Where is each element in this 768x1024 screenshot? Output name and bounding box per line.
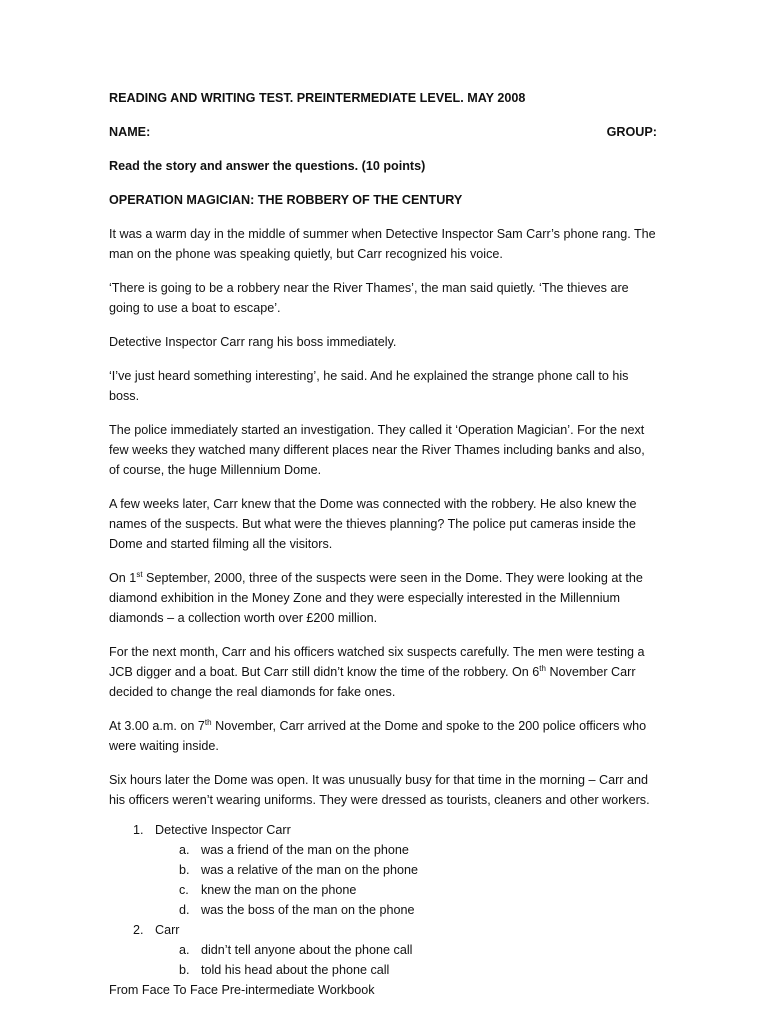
test-title: READING AND WRITING TEST. PREINTERMEDIATE LEVEL. MAY 2008 bbox=[109, 91, 526, 105]
option-text: was the boss of the man on the phone bbox=[201, 903, 415, 917]
story-paragraph-8 bbox=[109, 642, 657, 702]
source-footer: From Face To Face Pre-intermediate Workbook bbox=[109, 983, 375, 997]
option-letter: a. bbox=[179, 943, 190, 957]
instructions: Read the story and answer the questions. (10 points) bbox=[109, 159, 426, 173]
story-paragraph-5: The police immediately started an investigation. They called it ‘Operation Magician’. For the next few weeks they watched many different places near the River Thames including banks and also, of course, the huge Millennium Dome. bbox=[109, 423, 645, 477]
story-paragraph-7 bbox=[109, 568, 657, 628]
p7-text-start: On 1 bbox=[109, 571, 137, 585]
story-paragraph-2: ‘There is going to be a robbery near the River Thames’, the man said quietly. ‘The thieves are going to use a boat to escape’. bbox=[109, 281, 629, 315]
option-text: didn’t tell anyone about the phone call bbox=[201, 943, 413, 957]
story-paragraph-1: It was a warm day in the middle of summer when Detective Inspector Sam Carr’s phone rang. The man on the phone was speaking quietly, but Carr recognized his voice. bbox=[109, 227, 656, 261]
question-1-option-d bbox=[179, 900, 657, 920]
p9-ordinal: th bbox=[204, 717, 212, 727]
story-paragraph-4: ‘I’ve just heard something interesting’, he said. And he explained the strange phone call to his boss. bbox=[109, 369, 629, 403]
p9-text-end: November, Carr arrived at the Dome and spoke to the 200 police officers who were waiting inside. bbox=[109, 719, 647, 753]
p8-ordinal: th bbox=[539, 663, 546, 673]
question-stem: Detective Inspector Carr bbox=[155, 823, 291, 837]
question-number: 1. bbox=[133, 823, 144, 837]
story-paragraph-3: Detective Inspector Carr rang his boss immediately. bbox=[109, 335, 397, 349]
option-text: knew the man on the phone bbox=[201, 883, 357, 897]
story-paragraph-10: Six hours later the Dome was open. It was unusually busy for that time in the morning – Carr and his officers weren’t wearing uniforms. They were dressed as tourists, cleaners and other workers. bbox=[109, 773, 650, 807]
p7-text-end: September, 2000, three of the suspects were seen in the Dome. They were looking at the diamond exhibition in the Money Zone and they were especially interested in the Millennium diamonds – a collection worth over £200 million. bbox=[109, 571, 643, 625]
p8-text-end: November Carr decided to change the real diamonds for fake ones. bbox=[109, 665, 636, 699]
option-letter: a. bbox=[179, 843, 190, 857]
question-1-option-b bbox=[179, 860, 657, 880]
question-1 bbox=[133, 820, 657, 840]
p8-text-start: For the next month, Carr and his officers watched six suspects carefully. The men were testing a JCB digger and a boat. But Carr still didn’t know the time of the robbery. On 6 bbox=[109, 645, 645, 679]
question-list bbox=[109, 820, 657, 980]
story-paragraph-9 bbox=[109, 716, 657, 756]
question-1-option-a bbox=[179, 840, 657, 860]
option-text: was a friend of the man on the phone bbox=[201, 843, 409, 857]
name-group-row bbox=[109, 122, 657, 142]
p7-ordinal: st bbox=[136, 569, 143, 579]
story-paragraph-6: A few weeks later, Carr knew that the Dome was connected with the robbery. He also knew the names of the suspects. But what were the thieves planning? The police put cameras inside the Dome and started filming all the visitors. bbox=[109, 497, 637, 551]
question-number: 2. bbox=[133, 923, 144, 937]
story-title: OPERATION MAGICIAN: THE ROBBERY OF THE CENTURY bbox=[109, 193, 463, 207]
option-letter: b. bbox=[179, 863, 190, 877]
option-letter: c. bbox=[179, 883, 189, 897]
option-text: told his head about the phone call bbox=[201, 963, 390, 977]
option-letter: d. bbox=[179, 903, 190, 917]
question-2 bbox=[133, 920, 657, 940]
option-letter: b. bbox=[179, 963, 190, 977]
question-2-option-b bbox=[179, 960, 657, 980]
group-label: GROUP: bbox=[606, 125, 657, 139]
question-stem: Carr bbox=[155, 923, 180, 937]
name-label: NAME: bbox=[109, 125, 151, 139]
question-2-option-a bbox=[179, 940, 657, 960]
p9-text-start: At 3.00 a.m. on 7 bbox=[109, 719, 205, 733]
test-sheet bbox=[109, 88, 657, 1000]
question-1-option-c bbox=[179, 880, 657, 900]
option-text: was a relative of the man on the phone bbox=[201, 863, 419, 877]
